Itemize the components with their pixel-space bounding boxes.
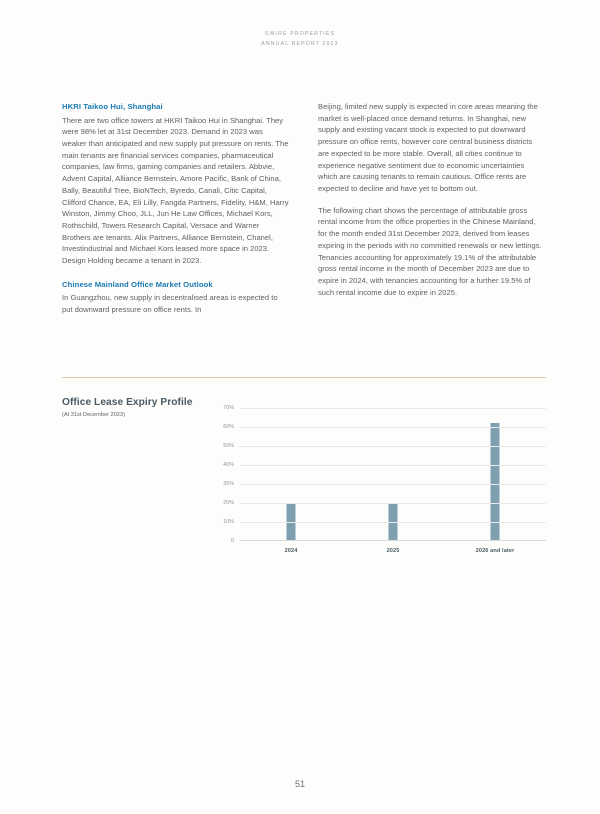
left-column [62,101,289,316]
x-axis-tick-label: 2024 [284,548,298,554]
gridline [240,503,546,504]
y-axis-labels [208,405,234,544]
running-header [0,30,600,49]
paragraph-mainland-outlook-continued: Beijing, limited new supply is expected in core areas meaning the market is well-placed once demand returns. In Shanghai, new supply and existing vacant stock is expected to put downward pressure on office rents, however core central business districts are expected to be more stable. Overall, all cities continue to experience negative sentiment due to economic uncertainties which are causing tenants to remain cautious. Office rents are expected to decline and have yet to bottom out. [318,102,538,194]
paragraph-hkri-taikoo-hui: There are two office towers at HKRI Taikoo Hui in Shanghai. They were 98% let at 31st December 2023. Demand in 2023 was weaker than anticipated and new supply put pressure on rents. The main tenants are financial services companies, pharmaceutical companies, law firms, gaming companies and retailers. Abbvie, Advent Capital, Alliance Bernstein, Amore Pacific, Bank of China, Bally, Beautiful Tree, BioNTech, Byredo, Canali, Citic Capital, Clifford Chance, EA, Eli Lilly, Fangda Partners, Fidelity, H&M, Harry Winston, Jimmy Choo, JLL, Jun He Law Offices, Michael Kors, Rothschild, Towers Research Capital, Versace and Warner Brothers are tenants. Alix Partners, Alliance Bernstein, Chanel, Investindustrial and Michael Kors leased more space in 2023. Design Holding became a tenant in 2023. [62,115,289,266]
gridline [240,446,546,447]
office-lease-expiry-chart [62,396,546,571]
y-axis-tick-label: 50% [223,443,234,449]
gridline [240,522,546,523]
gridline [240,484,546,485]
plot-grid [240,408,546,541]
chart-subtitle: (At 31st December 2023) [62,412,125,419]
right-column [318,101,545,316]
gridline [240,427,546,428]
section-divider [62,377,546,378]
y-axis-tick-label: 0 [231,538,234,544]
running-header-line-1: SWIRE PROPERTIES [264,31,336,37]
chart-title-block [62,396,212,418]
article-body [62,101,546,316]
heading-hkri-taikoo-hui: HKRI Taikoo Hui, Shanghai [62,102,163,111]
chart-plot-area [208,405,546,568]
running-header-line-2: ANNUAL REPORT 2023 [261,40,339,47]
x-axis-tick-label: 2025 [386,548,400,554]
x-axis-line [240,540,546,541]
y-axis-tick-label: 40% [223,462,234,468]
x-axis-labels [240,548,546,554]
paragraph-mainland-outlook-start: In Guangzhou, new supply in decentralised areas is expected to put downward pressure on office rents. In [62,293,278,315]
y-axis-tick-label: 70% [223,405,234,411]
x-axis-tick-label: 2026 and later [475,548,515,554]
y-axis-tick-label: 60% [223,424,234,430]
heading-mainland-outlook: Chinese Mainland Office Market Outlook [62,279,213,289]
y-axis-tick-label: 30% [223,481,234,487]
page-number: 51 [294,779,305,789]
gridline [240,465,546,466]
paragraph-chart-description: The following chart shows the percentage of attributable gross rental income from the office properties in the Chinese Mainland, for the month ended 31st December 2023, derived from leases expiring in the periods with no committed renewals or new lettings. Tenancies accounting for approximately 19.1% of the attributable gross rental income in the month of December 2023 are due to expire in 2024, with tenancies accounting for a further 19.5% of such rental income due to expire in 2025. [318,205,542,297]
y-axis-tick-label: 10% [223,519,234,525]
gridline [240,408,546,409]
chart-title: Office Lease Expiry Profile [62,397,193,408]
y-axis-tick-label: 20% [223,500,234,506]
